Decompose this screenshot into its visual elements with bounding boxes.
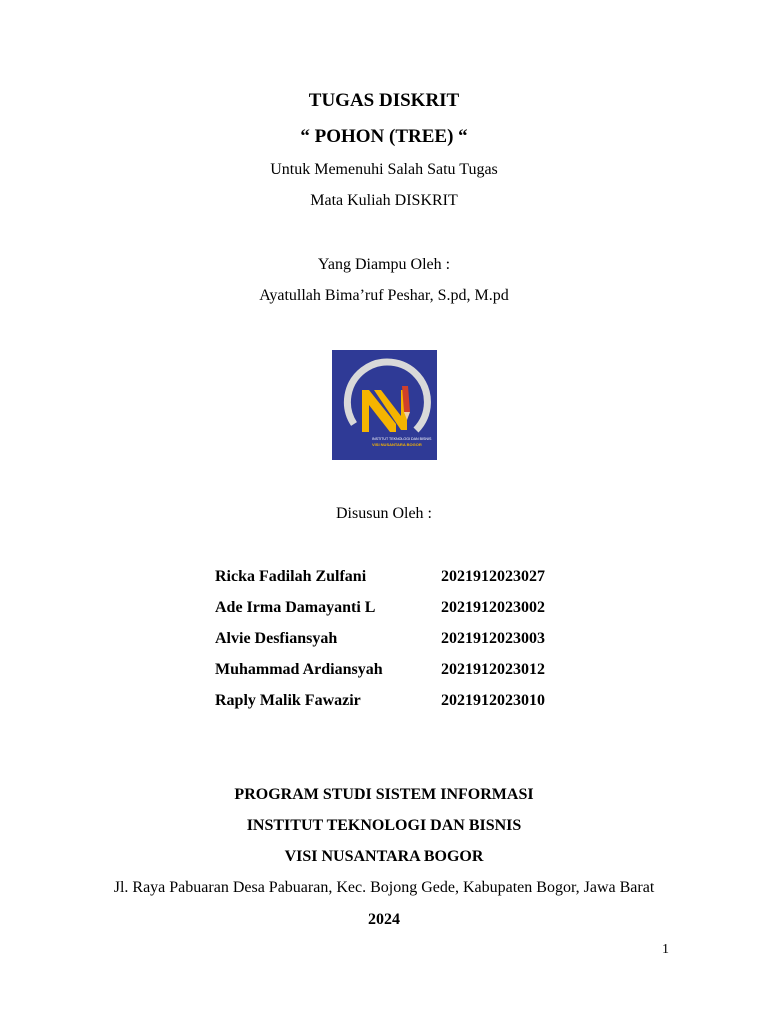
- member-row: [215, 692, 595, 714]
- member-name: Alvie Desfiansyah: [215, 630, 338, 647]
- lecturer-label: Yang Diampu Oleh :: [317, 256, 451, 273]
- purpose-line-2: Mata Kuliah DISKRIT: [310, 192, 458, 209]
- member-id: 2021912023010: [441, 692, 545, 709]
- lecturer-name: Ayatullah Bima’ruf Peshar, S.pd, M.pd: [259, 287, 509, 304]
- member-name: Ade Irma Damayanti L: [215, 599, 376, 616]
- institute-name: INSTITUT TEKNOLOGI DAN BISNIS: [246, 817, 522, 834]
- document-topic: “ POHON (TREE) “: [300, 126, 468, 147]
- institution-logo-icon: [332, 350, 437, 460]
- campus-name: VISI NUSANTARA BOGOR: [284, 848, 484, 865]
- page-number: 1: [662, 942, 669, 957]
- member-id: 2021912023012: [441, 661, 545, 678]
- member-name: Ricka Fadilah Zulfani: [215, 568, 367, 585]
- member-row: [215, 630, 595, 652]
- institute-address: Jl. Raya Pabuaran Desa Pabuaran, Kec. Bojong Gede, Kabupaten Bogor, Jawa Barat: [113, 879, 655, 896]
- member-id: 2021912023027: [441, 568, 545, 585]
- logo-text-line-1: INSTITUT TEKNOLOGI DAN BISNIS: [372, 437, 432, 441]
- purpose-line-1: Untuk Memenuhi Salah Satu Tugas: [270, 161, 498, 178]
- year: 2024: [368, 911, 400, 928]
- study-program: PROGRAM STUDI SISTEM INFORMASI: [234, 786, 534, 803]
- member-id: 2021912023003: [441, 630, 545, 647]
- logo-text-line-2: VISI NUSANTARA BOGOR: [372, 442, 422, 447]
- member-name: Raply Malik Fawazir: [215, 692, 361, 709]
- member-row: [215, 661, 595, 683]
- document-title: TUGAS DISKRIT: [308, 90, 460, 111]
- authors-label: Disusun Oleh :: [336, 505, 432, 522]
- member-row: [215, 568, 595, 590]
- member-name: Muhammad Ardiansyah: [215, 661, 383, 678]
- member-row: [215, 599, 595, 621]
- member-id: 2021912023002: [441, 599, 545, 616]
